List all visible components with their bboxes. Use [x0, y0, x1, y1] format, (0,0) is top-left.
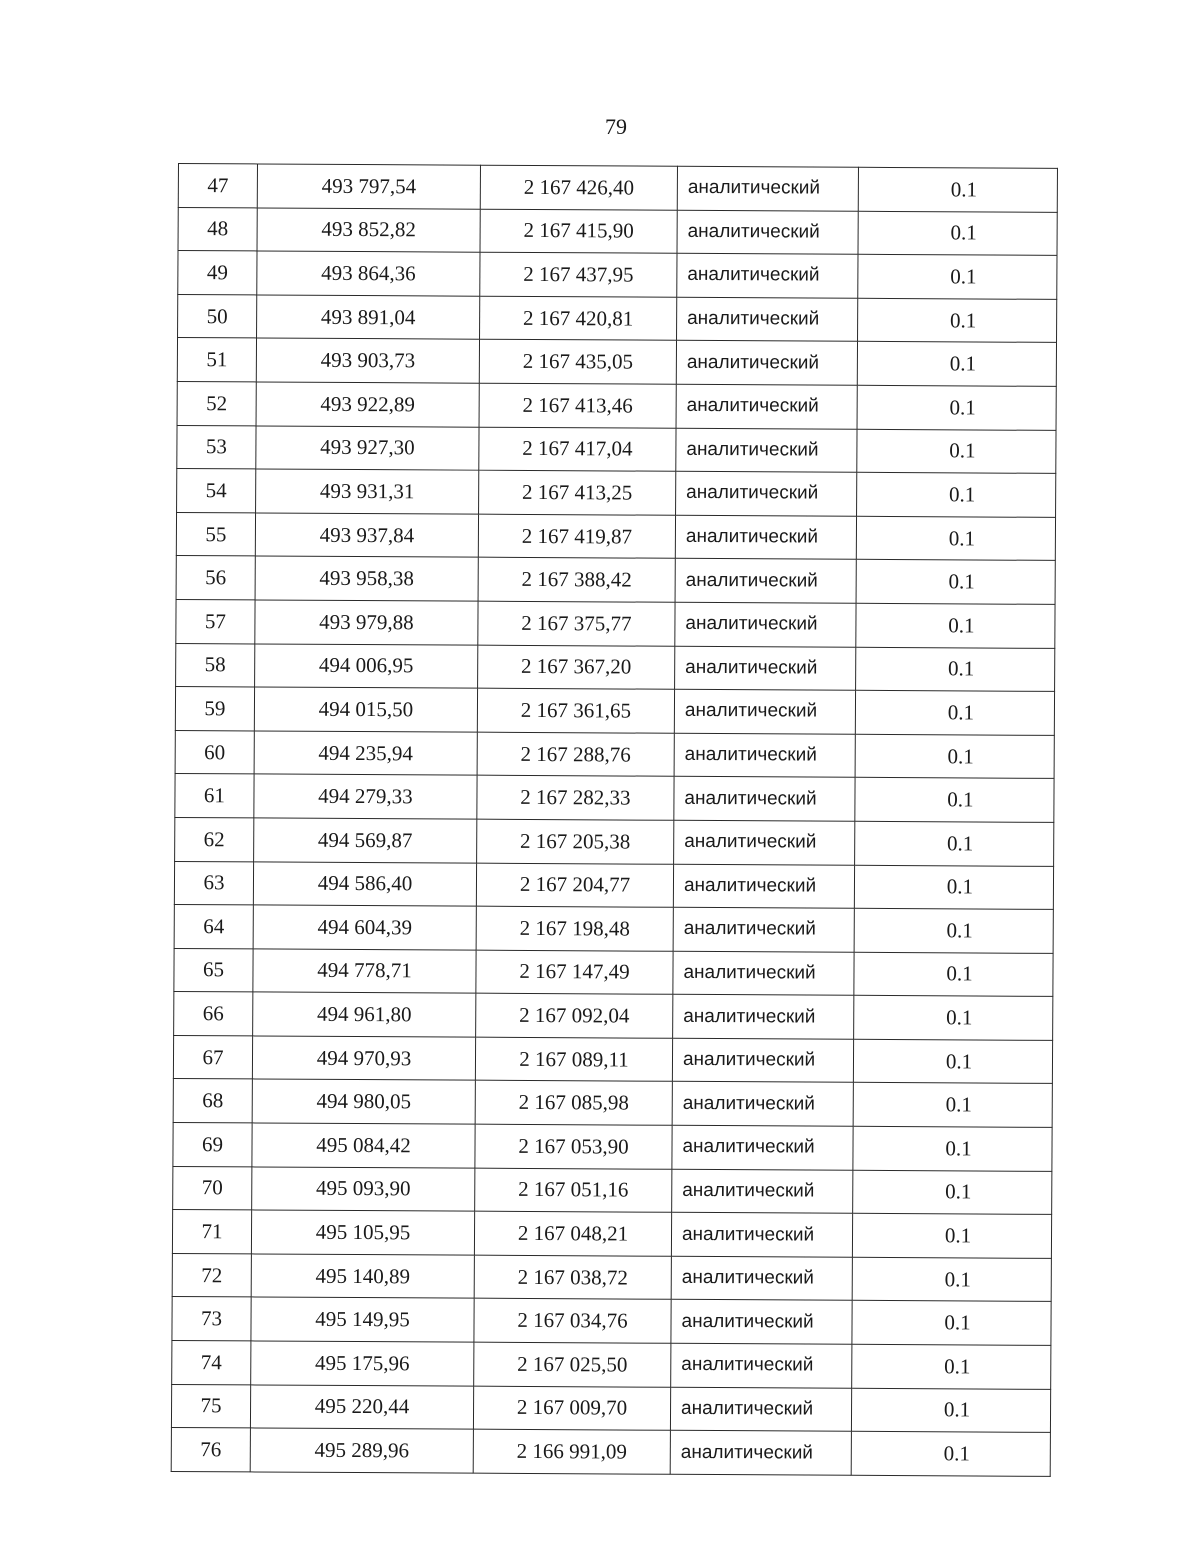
method-cell: аналитический [671, 1300, 852, 1345]
method-cell: аналитический [674, 820, 855, 865]
method-cell: аналитический [673, 951, 854, 996]
point-number-cell: 62 [175, 817, 254, 861]
accuracy-cell: 0.1 [851, 1431, 1050, 1476]
x-coordinate-cell: 493 931,31 [256, 469, 479, 514]
table-row [173, 1035, 1052, 1084]
point-number-cell: 68 [173, 1079, 252, 1123]
y-coordinate-cell: 2 167 025,50 [474, 1342, 671, 1387]
point-number-cell: 72 [172, 1253, 251, 1297]
accuracy-cell: 0.1 [855, 734, 1054, 779]
y-coordinate-cell: 2 167 419,87 [478, 514, 675, 559]
point-number-cell: 64 [174, 905, 253, 949]
point-number-cell: 47 [178, 164, 257, 208]
y-coordinate-cell: 2 167 361,65 [477, 688, 674, 733]
table-row [176, 599, 1055, 648]
y-coordinate-cell: 2 167 282,33 [477, 775, 674, 820]
point-number-cell: 73 [172, 1297, 251, 1341]
accuracy-cell: 0.1 [858, 211, 1057, 256]
x-coordinate-cell: 493 797,54 [257, 164, 480, 209]
y-coordinate-cell: 2 167 051,16 [475, 1168, 672, 1213]
y-coordinate-cell: 2 167 417,04 [479, 427, 676, 472]
y-coordinate-cell: 2 167 420,81 [480, 296, 677, 341]
method-cell: аналитический [676, 384, 857, 429]
table-row [174, 861, 1053, 910]
method-cell: аналитический [673, 995, 854, 1040]
coordinates-table-body [171, 164, 1057, 1477]
x-coordinate-cell: 493 864,36 [257, 251, 480, 296]
coordinates-table-container [171, 163, 1058, 1477]
accuracy-cell: 0.1 [856, 516, 1055, 561]
point-number-cell: 55 [176, 512, 255, 556]
accuracy-cell: 0.1 [857, 342, 1056, 387]
method-cell: аналитический [677, 166, 858, 211]
table-row [173, 1166, 1052, 1215]
x-coordinate-cell: 493 979,88 [255, 600, 478, 645]
method-cell: аналитический [671, 1343, 852, 1388]
y-coordinate-cell: 2 167 205,38 [477, 819, 674, 864]
table-row [176, 512, 1055, 561]
x-coordinate-cell: 493 891,04 [257, 295, 480, 340]
method-cell: аналитический [677, 297, 858, 342]
y-coordinate-cell: 2 167 009,70 [473, 1386, 670, 1431]
accuracy-cell: 0.1 [854, 908, 1053, 953]
table-row [172, 1210, 1051, 1259]
accuracy-cell: 0.1 [853, 1083, 1052, 1128]
x-coordinate-cell: 494 235,94 [254, 731, 477, 776]
y-coordinate-cell: 2 167 375,77 [478, 601, 675, 646]
accuracy-cell: 0.1 [856, 647, 1055, 692]
y-coordinate-cell: 2 167 204,77 [476, 863, 673, 908]
table-row [178, 164, 1057, 213]
accuracy-cell: 0.1 [857, 472, 1056, 517]
y-coordinate-cell: 2 167 089,11 [475, 1037, 672, 1082]
x-coordinate-cell: 495 289,96 [250, 1428, 473, 1473]
point-number-cell: 52 [177, 381, 256, 425]
point-number-cell: 58 [176, 643, 255, 687]
table-row [174, 905, 1053, 954]
y-coordinate-cell: 2 167 147,49 [476, 950, 673, 995]
point-number-cell: 65 [174, 948, 253, 992]
accuracy-cell: 0.1 [857, 429, 1056, 474]
table-row [177, 338, 1056, 387]
table-row [176, 643, 1055, 692]
point-number-cell: 56 [176, 556, 255, 600]
method-cell: аналитический [670, 1387, 851, 1432]
accuracy-cell: 0.1 [854, 952, 1053, 997]
x-coordinate-cell: 495 175,96 [251, 1341, 474, 1386]
point-number-cell: 69 [173, 1123, 252, 1167]
table-row [171, 1384, 1050, 1433]
point-number-cell: 63 [174, 861, 253, 905]
method-cell: аналитический [676, 471, 857, 516]
accuracy-cell: 0.1 [858, 254, 1057, 299]
table-row [177, 381, 1056, 430]
accuracy-cell: 0.1 [852, 1214, 1051, 1259]
point-number-cell: 71 [172, 1210, 251, 1254]
y-coordinate-cell: 2 167 038,72 [474, 1255, 671, 1300]
x-coordinate-cell: 493 937,84 [255, 513, 478, 558]
point-number-cell: 75 [171, 1384, 250, 1428]
y-coordinate-cell: 2 167 198,48 [476, 906, 673, 951]
table-row [175, 817, 1054, 866]
table-row [177, 469, 1056, 518]
point-number-cell: 50 [178, 294, 257, 338]
x-coordinate-cell: 495 149,95 [251, 1297, 474, 1342]
method-cell: аналитический [676, 428, 857, 473]
accuracy-cell: 0.1 [855, 821, 1054, 866]
table-row [172, 1297, 1051, 1346]
table-row [178, 207, 1057, 256]
x-coordinate-cell: 494 604,39 [253, 905, 476, 950]
x-coordinate-cell: 494 980,05 [252, 1079, 475, 1124]
accuracy-cell: 0.1 [851, 1388, 1050, 1433]
x-coordinate-cell: 494 778,71 [253, 949, 476, 994]
y-coordinate-cell: 2 166 991,09 [473, 1429, 670, 1474]
accuracy-cell: 0.1 [856, 560, 1055, 605]
accuracy-cell: 0.1 [857, 385, 1056, 430]
y-coordinate-cell: 2 167 085,98 [475, 1081, 672, 1126]
method-cell: аналитический [674, 733, 855, 778]
point-number-cell: 48 [178, 207, 257, 251]
method-cell: аналитический [672, 1082, 853, 1127]
point-number-cell: 61 [175, 774, 254, 818]
x-coordinate-cell: 494 006,95 [255, 643, 478, 688]
table-row [177, 425, 1056, 474]
y-coordinate-cell: 2 167 048,21 [474, 1211, 671, 1256]
accuracy-cell: 0.1 [855, 778, 1054, 823]
x-coordinate-cell: 494 586,40 [253, 861, 476, 906]
x-coordinate-cell: 495 140,89 [251, 1254, 474, 1299]
accuracy-cell: 0.1 [856, 603, 1055, 648]
method-cell: аналитический [670, 1430, 851, 1475]
table-row [172, 1253, 1051, 1302]
accuracy-cell: 0.1 [852, 1257, 1051, 1302]
method-cell: аналитический [677, 210, 858, 255]
method-cell: аналитический [674, 689, 855, 734]
method-cell: аналитический [671, 1213, 852, 1258]
point-number-cell: 67 [173, 1035, 252, 1079]
method-cell: аналитический [674, 777, 855, 822]
y-coordinate-cell: 2 167 413,25 [479, 470, 676, 515]
y-coordinate-cell: 2 167 053,90 [475, 1124, 672, 1169]
accuracy-cell: 0.1 [854, 996, 1053, 1041]
y-coordinate-cell: 2 167 092,04 [476, 993, 673, 1038]
y-coordinate-cell: 2 167 367,20 [478, 645, 675, 690]
x-coordinate-cell: 493 958,38 [255, 556, 478, 601]
accuracy-cell: 0.1 [855, 690, 1054, 735]
y-coordinate-cell: 2 167 415,90 [480, 209, 677, 254]
method-cell: аналитический [671, 1256, 852, 1301]
y-coordinate-cell: 2 167 426,40 [480, 165, 677, 210]
y-coordinate-cell: 2 167 437,95 [480, 252, 677, 297]
page-number: 79 [605, 114, 627, 139]
point-number-cell: 53 [177, 425, 256, 469]
table-row [173, 1079, 1052, 1128]
accuracy-cell: 0.1 [853, 1126, 1052, 1171]
y-coordinate-cell: 2 167 288,76 [477, 732, 674, 777]
table-row [176, 556, 1055, 605]
x-coordinate-cell: 493 903,73 [256, 338, 479, 383]
table-row [175, 730, 1054, 779]
accuracy-cell: 0.1 [852, 1301, 1051, 1346]
accuracy-cell: 0.1 [853, 1170, 1052, 1215]
method-cell: аналитический [673, 864, 854, 909]
method-cell: аналитический [676, 341, 857, 386]
table-row [174, 948, 1053, 997]
x-coordinate-cell: 494 569,87 [254, 818, 477, 863]
table-row [175, 774, 1054, 823]
x-coordinate-cell: 495 220,44 [250, 1385, 473, 1430]
table-row [173, 1123, 1052, 1172]
point-number-cell: 70 [173, 1166, 252, 1210]
point-number-cell: 57 [176, 599, 255, 643]
x-coordinate-cell: 493 927,30 [256, 426, 479, 471]
method-cell: аналитический [672, 1038, 853, 1083]
point-number-cell: 51 [177, 338, 256, 382]
coordinates-table [171, 163, 1058, 1477]
point-number-cell: 59 [175, 687, 254, 731]
method-cell: аналитический [675, 559, 856, 604]
x-coordinate-cell: 494 279,33 [254, 774, 477, 819]
x-coordinate-cell: 494 015,50 [254, 687, 477, 732]
x-coordinate-cell: 493 852,82 [257, 208, 480, 253]
y-coordinate-cell: 2 167 034,76 [474, 1299, 671, 1344]
point-number-cell: 74 [172, 1341, 251, 1385]
accuracy-cell: 0.1 [854, 865, 1053, 910]
method-cell: аналитический [675, 515, 856, 560]
x-coordinate-cell: 495 093,90 [252, 1167, 475, 1212]
point-number-cell: 54 [177, 469, 256, 513]
y-coordinate-cell: 2 167 388,42 [478, 558, 675, 603]
y-coordinate-cell: 2 167 435,05 [479, 340, 676, 385]
method-cell: аналитический [675, 602, 856, 647]
x-coordinate-cell: 494 961,80 [253, 992, 476, 1037]
method-cell: аналитический [672, 1125, 853, 1170]
accuracy-cell: 0.1 [853, 1039, 1052, 1084]
point-number-cell: 60 [175, 730, 254, 774]
method-cell: аналитический [673, 907, 854, 952]
x-coordinate-cell: 495 084,42 [252, 1123, 475, 1168]
table-row [175, 687, 1054, 736]
method-cell: аналитический [672, 1169, 853, 1214]
x-coordinate-cell: 494 970,93 [252, 1036, 475, 1081]
accuracy-cell: 0.1 [858, 298, 1057, 343]
point-number-cell: 66 [174, 992, 253, 1036]
table-row [172, 1341, 1051, 1390]
point-number-cell: 76 [171, 1428, 250, 1472]
table-row [178, 294, 1057, 343]
x-coordinate-cell: 493 922,89 [256, 382, 479, 427]
method-cell: аналитический [677, 253, 858, 298]
point-number-cell: 49 [178, 251, 257, 295]
accuracy-cell: 0.1 [852, 1344, 1051, 1389]
table-row [178, 251, 1057, 300]
table-row [171, 1428, 1050, 1477]
y-coordinate-cell: 2 167 413,46 [479, 383, 676, 428]
x-coordinate-cell: 495 105,95 [251, 1210, 474, 1255]
table-row [174, 992, 1053, 1041]
method-cell: аналитический [675, 646, 856, 691]
accuracy-cell: 0.1 [858, 167, 1057, 212]
